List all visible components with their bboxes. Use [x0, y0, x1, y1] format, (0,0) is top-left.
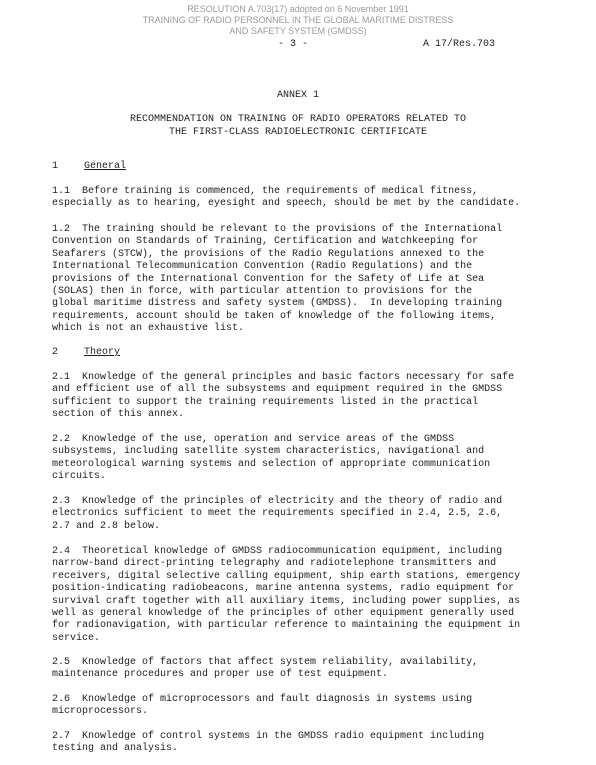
paragraph-1-1: 1.1 Before training is commenced, the requirements of medical fitness, especially as to hearing, eyesight and speech, should be met by the candidate. [52, 186, 521, 210]
watermark-line-3: AND SAFETY SYSTEM (GMDSS) [229, 26, 367, 36]
section-number: 2 [52, 347, 59, 358]
title-line-2: THE FIRST-CLASS RADIOELECTRONIC CERTIFICATE [168, 127, 428, 138]
paragraph-2-7: 2.7 Knowledge of control systems in the GMDSS radio equipment including testing and analysis. [52, 731, 485, 755]
section-heading-theory [52, 347, 120, 358]
section-title: Theory [84, 347, 121, 358]
watermark-line-1: RESOLUTION A.703(17) adopted on 6 November 1991 [187, 4, 409, 14]
paragraph-2-2: 2.2 Knowledge of the use, operation and service areas of the GMDSS subsystems, including satellite system characteristics, navigational and meteorological warning systems and selection of appropriate communication circuits. [52, 434, 491, 483]
paragraph-2-5: 2.5 Knowledge of factors that affect system reliability, availability, maintenance procedures and proper use of test equipment. [52, 657, 479, 681]
paragraph-2-3: 2.3 Knowledge of the principles of electricity and the theory of radio and electronics sufficient to meet the requirements specified in 2.4, 2.5, 2.6, 2.7 and 2.8 below. [52, 496, 503, 532]
page-number: - 3 - [278, 39, 309, 50]
watermark-line-2: TRAINING OF RADIO PERSONNEL IN THE GLOBAL MARITIME DISTRESS [142, 15, 454, 25]
watermark-header [0, 4, 596, 37]
section-title: General [84, 161, 127, 172]
document-title [0, 113, 596, 139]
paragraph-1-2: 1.2 The training should be relevant to the provisions of the International Convention on Standards of Training, Certification and Watchkeeping for Seafarers (STCW), the provisions of the Radio Regulations annexed to the International Telecommunication Convention (Radio Regulations) and the provisions of the International Convention for the Safety of Life at Sea (SOLAS) then in force, with particular attention to provisions for the global maritime distress and safety system (GMDSS). In developing training requirements, account should be taken of knowledge of the following items, which is not an exhaustive list. [52, 224, 503, 335]
section-heading-general [52, 161, 126, 172]
section-number: 1 [52, 161, 59, 172]
paragraph-2-6: 2.6 Knowledge of microprocessors and fault diagnosis in systems using microprocessors. [52, 694, 473, 718]
annex-heading: ANNEX 1 [276, 90, 319, 101]
paragraph-2-1: 2.1 Knowledge of the general principles and basic factors necessary for safe and efficient use of all the subsystems and equipment required in the GMDSS sufficient to support the training requirements listed in the practical section of this annex. [52, 372, 515, 421]
paragraph-2-4: 2.4 Theoretical knowledge of GMDSS radiocommunication equipment, including narrow-band direct-printing telegraphy and radiotelephone transmitters and receivers, digital selective calling equipment, ship earth stations, emergency position-indicating radiobeacons, marine antenna systems, radio equipment for survival craft together with all auxiliary items, including power supplies, as well as general knowledge of the principles of other equipment generally used for radionavigation, with particular reference to maintaining the equipment in service. [52, 546, 521, 644]
document-reference: A 17/Res.703 [423, 39, 496, 50]
title-line-1: RECOMMENDATION ON TRAINING OF RADIO OPERATORS RELATED TO [129, 114, 467, 125]
